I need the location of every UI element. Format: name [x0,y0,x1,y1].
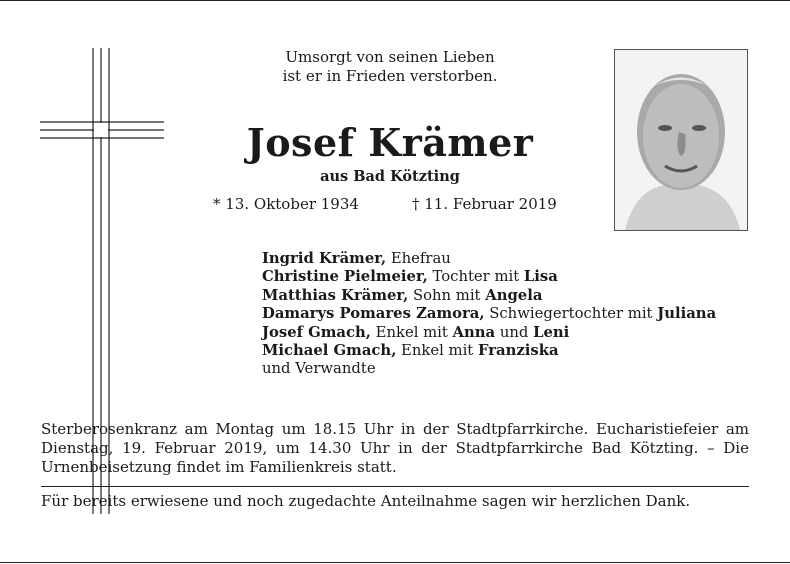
intro-line-1: Umsorgt von seinen Lieben [285,48,495,66]
mourner-companion: Anna [452,323,496,341]
mourner-row [262,342,716,360]
portrait-photo [614,49,748,231]
deceased-name: Josef Krämer [246,120,534,165]
death-date: † 11. Februar 2019 [412,195,557,213]
mourner-relation: Enkel mit [370,323,453,341]
origin: aus Bad Kötzting [320,168,460,185]
mourner-relation: Schwiegertochter mit [484,305,658,323]
bottom-border [0,562,790,563]
mourner-relation: Sohn mit [408,286,486,304]
mourner-row [262,268,716,286]
mourner-row [262,324,716,342]
service-info: Sterberosenkranz am Montag um 18.15 Uhr in der Stadtpfarrkirche. Eucharistiefeier am Dienstag, 19. Februar 2019, um 14.30 Uhr in der Stadtpfarrkirche Bad Kötzting. – Die Urnenbeisetzung findet im Familienkreis statt. [41,420,749,476]
top-border [0,0,790,1]
mourner-name: Christine Pielmeier, [262,268,428,286]
intro-line-2: ist er in Frieden verstorben. [282,67,498,85]
mourner-row [262,250,716,268]
mourner-companion: Juliana [657,305,717,323]
mourner-name: Michael Gmach, [262,342,397,360]
mourner-name: Josef Gmach, [262,323,371,341]
mourners-list [262,250,716,379]
mourner-relation: Ehefrau [386,250,451,267]
divider [41,486,749,487]
mourner-row [262,360,716,378]
mourner-companion: Angela [485,286,543,304]
mourner-row [262,305,716,323]
mourner-companion: Franziska [477,342,559,360]
mourner-companion: Leni [533,323,570,341]
mourner-relation: Enkel mit [396,342,478,360]
birth-date: * 13. Oktober 1934 [213,195,359,213]
mourner-relation: und Verwandte [262,360,376,378]
mourner-name: Matthias Krämer, [262,286,409,304]
mourner-relation: Tochter mit [427,268,524,286]
mourner-name: Damarys Pomares Zamora, [262,305,485,323]
mourner-connector: und [495,323,534,341]
thanks-text: Für bereits erwiesene und noch zugedachte Anteilnahme sagen wir herzlichen Dank. [41,492,691,510]
mourner-companion: Lisa [523,268,558,286]
mourner-row [262,287,716,305]
mourner-name: Ingrid Krämer, [262,250,387,267]
